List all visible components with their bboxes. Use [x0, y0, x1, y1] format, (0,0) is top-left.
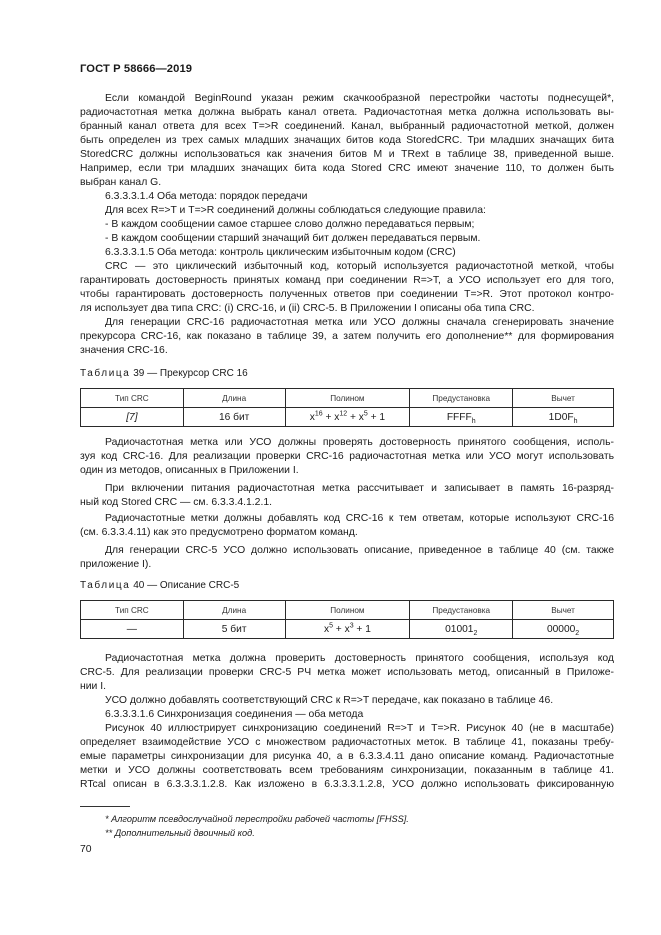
para1-line: Если командой BeginRound указан режим скачкообразной перестройки частоты поднесущей*,	[105, 93, 614, 104]
para5-line: ный код Stored CRC — см. 6.3.3.4.1.2.1.	[80, 497, 273, 508]
header-cell: Полином	[285, 389, 410, 408]
footnote: ** Дополнительный двоичный код.	[105, 828, 255, 838]
para8-line: Радиочастотная метка должна проверить достоверность принятого сообщения, используя код	[105, 653, 614, 664]
caption-word: Таблица	[80, 580, 131, 591]
para9-line: УСО должно добавлять соответствующий CRC к R=>T передаче, как показано в таблице 46.	[105, 695, 554, 706]
para1-line: бранный канал ответа для всех T=>R соединений. Канал, выбранный радиочастотной меткой, должен	[80, 121, 614, 132]
header-cell: Полином	[285, 601, 410, 620]
section-heading: 6.3.3.3.1.6 Синхронизация соединения — оба метода	[105, 709, 364, 720]
para7-line: Для генерации CRC-5 УСО должно использовать описание, приведенное в таблице 40 (см. также	[105, 545, 614, 556]
footnote: * Алгоритм псевдослучайной перестройки рабочей частоты [FHSS].	[105, 814, 409, 824]
para3-line: Для генерации CRC-16 радиочастотная метка или УСО должны сначала сгенерировать значение	[105, 317, 614, 328]
preset-cell: $01001_2$	[410, 620, 513, 639]
caption-text: 40 — Описание CRC-5	[133, 580, 240, 591]
table-row	[81, 408, 614, 427]
para1-line: быть определен из трех самых младших значащих битов кода StoredCRC. Три младших значащих бита	[80, 135, 614, 146]
crc-type-cell: [7]	[81, 408, 184, 427]
header-cell: Длина	[183, 389, 285, 408]
crc-type-cell: —	[81, 620, 184, 639]
para8-line: CRC-5. Для реализации проверки CRC-5 РЧ метка может использовать метод, описанный в Приложе-	[80, 667, 614, 678]
para4-line: один из методов, описанных в Приложении I.	[80, 465, 299, 476]
rules-line: Для всех R=>T и T=>R соединений должны соблюдаться следующие правила:	[105, 205, 486, 216]
length-cell: 16 бит	[183, 408, 285, 427]
length-cell: 5 бит	[183, 620, 285, 639]
para10-line: RTcal описан в 6.3.3.3.1.2.8. Как изложено в 6.3.3.3.1.2.8, УСО должно использовать фиксированную	[80, 779, 614, 790]
para10-line: Рисунок 40 иллюстрирует синхронизацию соединений R=>T и T=>R. Рисунок 40 (не в масштабе)	[105, 723, 614, 734]
polynomial-cell: $x^5 + x^3 + 1$	[285, 620, 410, 639]
section-heading: 6.3.3.3.1.5 Оба метода: контроль циклическим избыточным кодом (CRC)	[105, 247, 456, 258]
para6-line: Радиочастотные метки должны добавлять код CRC-16 к тем ответам, которые используют CRC-16	[105, 513, 614, 524]
para1-line: радиочастотная метка должна выбрать канал ответа. Радиочастотная метка должна использовать вы-	[80, 107, 614, 118]
para2-line: ля использует два типа CRC: (i) CRC-16, и (ii) CRC-5. В Приложении I описаны оба типа CRC.	[80, 303, 535, 314]
header-cell: Тип CRC	[81, 389, 184, 408]
para6-line: (см. 6.3.3.4.11) как это предусмотрено форматом команд.	[80, 527, 358, 538]
para7-line: приложение I).	[80, 559, 152, 570]
preset-cell: $FFFF_h$	[410, 408, 513, 427]
header-cell: Предустановка	[410, 389, 513, 408]
para5-line: При включении питания радиочастотная метка рассчитывает и записывает в память 16-разряд-	[105, 483, 614, 494]
table40-caption	[80, 580, 239, 591]
table40	[80, 600, 614, 639]
para10-line: определяет взаимодействие УСО с множеством радиочастотных меток. В таблице 41, показаны требу-	[80, 737, 614, 748]
caption-word: Таблица	[80, 368, 131, 379]
table39	[80, 388, 614, 427]
table-row	[81, 620, 614, 639]
header-cell: Вычет	[513, 601, 614, 620]
footnote-divider	[80, 806, 130, 807]
para10-line: метки и УСО должны соответствовать всем требованиям синхронизации, показанным в таблице 41.	[80, 765, 614, 776]
table-header-row	[81, 389, 614, 408]
header-cell: Длина	[183, 601, 285, 620]
page-number: 70	[80, 844, 92, 855]
para3-line: прекурсора CRC-16, как показано в таблице 39, а затем получить его дополнение** для формирования	[80, 331, 614, 342]
para3-line: значения CRC-16.	[80, 345, 168, 356]
section-heading: 6.3.3.3.1.4 Оба метода: порядок передачи	[105, 191, 308, 202]
table-header-row	[81, 601, 614, 620]
header-cell: Предустановка	[410, 601, 513, 620]
caption-text: 39 — Прекурсор CRC 16	[133, 368, 248, 379]
para4-line: зуя код CRC-16. Для реализации проверки CRC-16 радиочастотная метка или УСО могут использовать	[80, 451, 614, 462]
table39-caption	[80, 368, 248, 379]
header-cell: Тип CRC	[81, 601, 184, 620]
para2-line: CRC — это циклический избыточный код, который используется радиочастотной меткой, чтобы	[105, 261, 614, 272]
para4-line: Радиочастотная метка или УСО должны проверять достоверность принятого сообщения, исполь-	[105, 437, 614, 448]
rules-line: - В каждом сообщении самое старшее слово должно передаваться первым;	[105, 219, 475, 230]
document-header: ГОСТ Р 58666—2019	[80, 63, 193, 75]
para10-line: емые параметры синхронизации для рисунка 40, а в 6.3.3.4.11 дано описание команд. Радиочастотные	[80, 751, 614, 762]
residue-cell: $1D0F_h$	[513, 408, 614, 427]
para2-line: чтобы гарантировать достоверность полученных ответов при соединении T=>R. Этот протокол контро-	[80, 289, 614, 300]
residue-cell: $00000_2$	[513, 620, 614, 639]
para2-line: гарантировать достоверность принятых команд при соединении R=>T, а УСО использует его для того,	[80, 275, 614, 286]
para8-line: нии I.	[80, 681, 107, 692]
para1-line: Например, если три младших значащих бита кода Stored CRC имеют значение 110, то должен быть	[80, 163, 614, 174]
para1-line: выбран канал G.	[80, 177, 162, 188]
polynomial-cell: $x^{16} + x^{12} + x^5 + 1$	[285, 408, 410, 427]
para1-line: StoredCRC должны использоваться как значения битов M и TRext в таблице 38, приведенной выше.	[80, 149, 614, 160]
header-cell: Вычет	[513, 389, 614, 408]
rules-line: - В каждом сообщении старший значащий бит должен передаваться первым.	[105, 233, 481, 244]
